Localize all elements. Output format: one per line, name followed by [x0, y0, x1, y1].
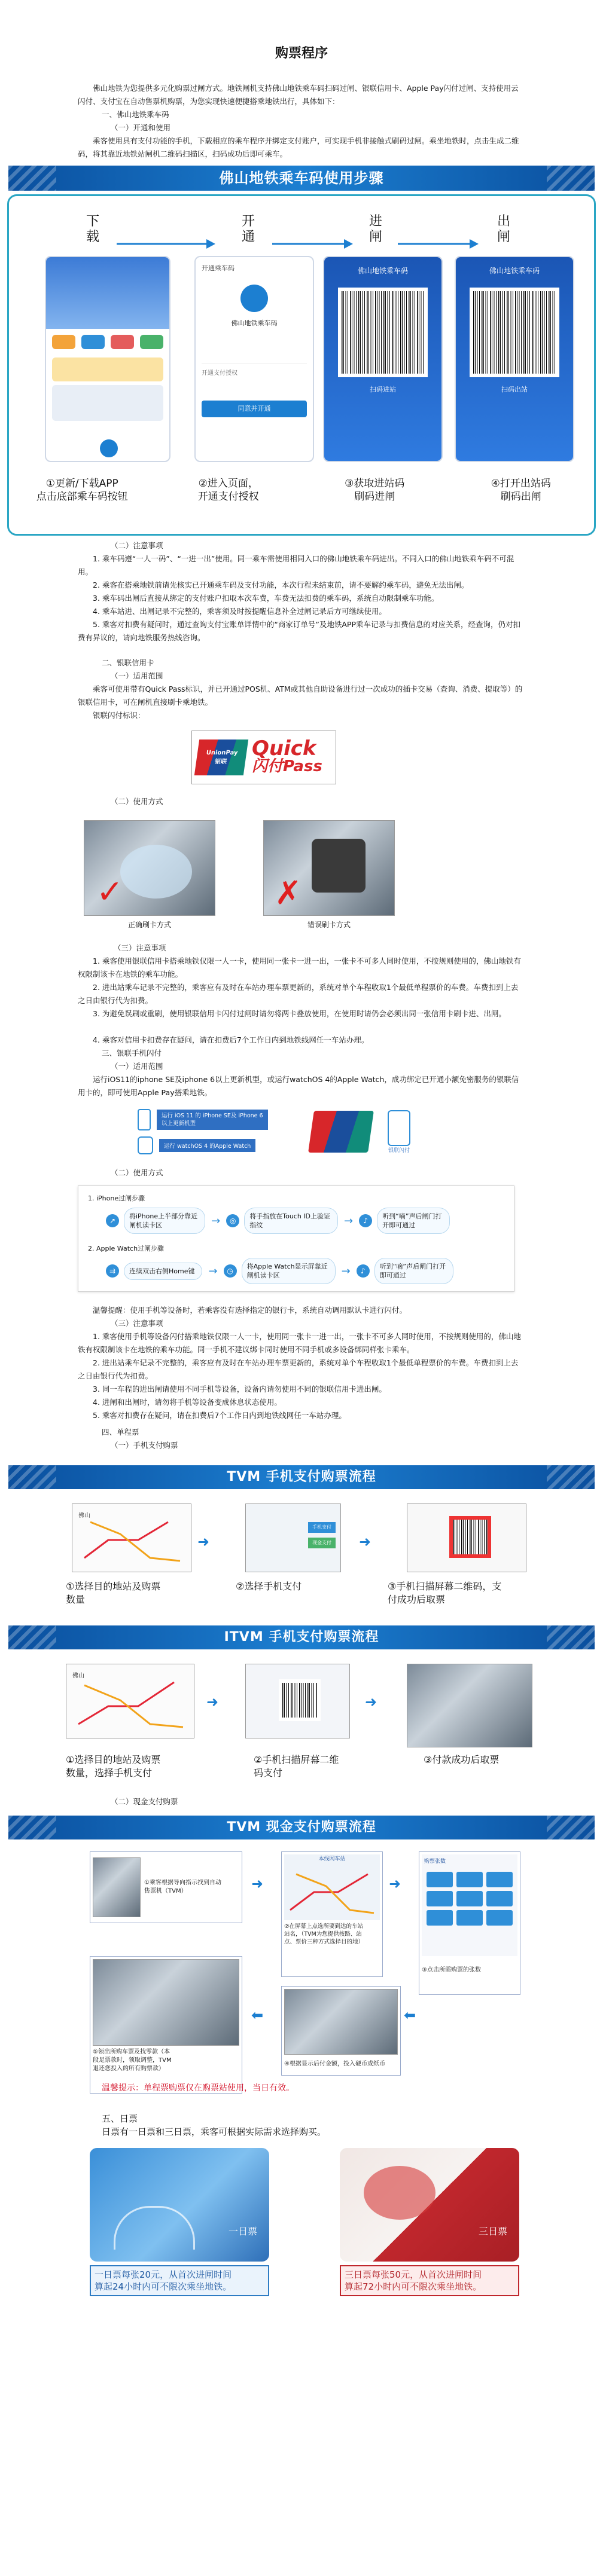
- tap-icon: ↗: [106, 1214, 119, 1227]
- wrong-tap-photo: [263, 820, 395, 916]
- fingerprint-icon: ◎: [226, 1214, 239, 1227]
- exit-code-sub: 扫码出站: [501, 386, 528, 393]
- watch-steps-row: [106, 1258, 504, 1284]
- arrow-3-head: [470, 239, 479, 249]
- iphone-models-line: 运行 iOS 11 的 iPhone SE及 iPhone 6: [162, 1113, 263, 1119]
- s2-note: 3. 为避免误刷或重刷，使用银联信用卡闪付过闸时请勿将两卡叠放使用，在使用时请仍会必须出同一张信用卡刷卡进、出闸。: [93, 1009, 506, 1018]
- app-news-card: [52, 385, 163, 421]
- cash-caption: ④根据显示后付金额，投入硬币或纸币: [284, 2061, 385, 2067]
- iphone-models-line: 以上更新机型: [162, 1120, 196, 1127]
- phone-app-home: [45, 256, 170, 462]
- s3-note: 1. 乘客使用手机等设备闪付搭乘地铁仅限一人一卡，使用同一张卡一进一出，一张卡不可多人同时使用，不按规则使用的，佛山地铁有权限制该卡在地铁的乘车功能。同一手机不建议绑卡同时使用不同手机或多设备绑同样张卡乘车。: [78, 1332, 521, 1354]
- itvm-screen-2: [245, 1664, 350, 1738]
- cash-photo-4: [284, 1989, 398, 2055]
- s2-note: 2. 进出站乘车记录不完整的，乘客应有及时在车站办理车票更新的，系统对单个车程收取1个最低单程票价的车费。车费扣到上去之日由银行代为扣费。: [78, 983, 519, 1005]
- heading-s2-1: （一）适用范围: [111, 671, 163, 680]
- iphone-steps-title: 1. iPhone过闸步骤: [88, 1194, 145, 1202]
- s1-note: 3. 乘车码出闸后直接从绑定的支付账户扣取本次车费，车费无法扣费的乘车码，系统自动限制乘车功能。: [93, 594, 439, 603]
- entry-qr-code[interactable]: [338, 288, 428, 377]
- map-line: [90, 1522, 180, 1561]
- heading-s1-1: （一）开通和使用: [111, 123, 171, 132]
- qty-button[interactable]: [427, 1891, 453, 1906]
- banner-tvm-text: TVM 手机支付购票流程: [227, 1469, 376, 1484]
- s1-note: 1. 乘车码遵“一人一码”、“一进一出”使用。同一乘车需使用相同入口的佛山地铁乘车码进出。不同入口的佛山地铁乘车码不可混用。: [78, 554, 514, 576]
- day-card-3-caption: 三日票每张50元，从首次进闸时间 算起72小时内可不限次乘坐地铁。: [340, 2265, 519, 2296]
- day-card-1-label: 一日票: [228, 2226, 257, 2237]
- flow-arrow: ➜: [359, 1533, 371, 1550]
- cash-map-lines: [284, 1862, 380, 1919]
- heading-s4: 四、单程票: [102, 1428, 139, 1437]
- arrow-2-head: [344, 239, 353, 249]
- itvm-station-label: 佛山: [72, 1673, 84, 1679]
- cash-photo-1: [93, 1857, 141, 1917]
- cash-step-2: [281, 1851, 383, 1977]
- quick-text: Quick: [252, 737, 316, 760]
- itvm-qr-code[interactable]: [279, 1679, 321, 1721]
- cash-caption: ③点击所需购票的张数: [422, 1967, 481, 1973]
- itvm-caption: ③付款成功后取票: [424, 1754, 500, 1765]
- applepay-logo-text: 银联闪付: [388, 1147, 410, 1154]
- section-s4-cash: [78, 1795, 525, 1808]
- s2-note: 4. 乘客对信用卡扣费存在疑问，请在扣费后7个工作日内到地铁线网任一车站办理。: [93, 1035, 369, 1044]
- banner-tvm: [8, 1465, 595, 1489]
- cash-step-1: [90, 1851, 242, 1923]
- flow-arrow: ➜: [389, 1875, 401, 1892]
- step-caption: ③获取进站码 刷码进闸: [345, 478, 405, 503]
- cross-icon: ✗: [275, 874, 302, 912]
- heading-s3-1: （一）适用范围: [111, 1062, 163, 1071]
- applepay-graphic: [138, 1109, 603, 1154]
- card-tap-photos: [84, 820, 603, 930]
- phone-pay-icon: [388, 1110, 410, 1154]
- cash-flow: [0, 1845, 603, 2103]
- qty-button[interactable]: [486, 1910, 513, 1926]
- tvm-screen-3: [407, 1504, 526, 1572]
- auth-app-name: 佛山地铁乘车码: [231, 319, 278, 327]
- applepay-devices-box: [138, 1109, 293, 1154]
- entry-code-sub: 扫码进站: [370, 386, 396, 393]
- itvm-map-lines: [66, 1664, 195, 1739]
- day-card-3-label: 三日票: [478, 2226, 507, 2237]
- section-intro: [78, 82, 525, 161]
- app-icon[interactable]: [140, 335, 163, 349]
- day-card-3: [340, 2148, 519, 2296]
- cash-step-3: [419, 1851, 520, 1995]
- iphone-steps-row: [106, 1208, 504, 1234]
- pass-text: 闪付Pass: [252, 757, 322, 775]
- cash-qty-title: 购票张数: [424, 1859, 446, 1865]
- flow-arrow: ➜: [365, 1694, 377, 1710]
- entry-code-title: 佛山地铁乘车码: [357, 267, 408, 275]
- section-s2-usage: [78, 795, 525, 808]
- metro-logo-icon: [240, 285, 268, 312]
- qty-button[interactable]: [456, 1872, 483, 1887]
- watch-step: 听到“嘀”声后闸门打开 即可通过: [374, 1258, 453, 1284]
- s1-text: 乘客使用具有支付功能的手机，下载相应的乘车程序并绑定支付账户，可实现手机非接触式刷码过闸。乘坐地铁时，点击生成二维码，将其靠近地铁站闸机二维码扫描区，扫码成功后即可乘车。: [78, 136, 519, 158]
- qty-button[interactable]: [486, 1872, 513, 1887]
- iphone-step: 听到“嘀”声后闸门打 开即可通过: [377, 1208, 449, 1234]
- step-label-exit: 出闸: [497, 214, 510, 245]
- day-card-1: [90, 2148, 269, 2296]
- tvm-screen-1: [72, 1504, 191, 1572]
- intro-text: 佛山地铁为您提供多元化购票过闸方式。地铁闸机支持佛山地铁乘车码扫码过闸、银联信用卡、Apple Pay闪付过闸、支持使用云闪付、支付宝在自动售票机购票，为您实现快速便捷搭乘地铁出行，具体如下：: [78, 84, 519, 106]
- section-s1-notes: [78, 539, 525, 722]
- exit-qr-code[interactable]: [470, 288, 559, 377]
- step-label-enter: 进闸: [368, 214, 382, 245]
- step-captions: [9, 477, 594, 503]
- tvm-cash-button[interactable]: 现金支付: [308, 1538, 336, 1548]
- heading-s4-1: （一）手机支付购票: [111, 1441, 178, 1450]
- heading-s1: 一、佛山地铁乘车码: [102, 110, 169, 119]
- auth-header: 开通乘车码: [202, 264, 234, 272]
- correct-tap-caption: 正确刷卡方式: [127, 921, 171, 929]
- cash-screen-title: 本线网车站: [318, 1856, 346, 1862]
- qty-button[interactable]: [456, 1910, 483, 1926]
- s3-text: 运行iOS11的iphone SE及iphone 6以上更新机型，或运行watchOS 4的Apple Watch，成功绑定已开通小额免密服务的银联信用卡的，即可使用Apple Pay搭乘地铁。: [78, 1075, 519, 1097]
- tvm-station-label: 佛山: [78, 1512, 90, 1519]
- tvm-flow: [0, 1498, 603, 1623]
- s2-note: 1. 乘客使用银联信用卡搭乘地铁仅限一人一卡，使用同一张卡一进一出，一张卡不可多人同时使用，不按规则使用的，佛山地铁有权限制该卡在地铁的乘车功能。: [78, 957, 521, 979]
- step-caption: ④打开出站码 刷码出闸: [491, 478, 551, 503]
- heading-s3: 三、银联手机闪付: [102, 1049, 162, 1058]
- day-card-3-image: [340, 2148, 519, 2262]
- watch-icon: [138, 1136, 153, 1154]
- flow-arrow: ➜: [251, 1875, 264, 1892]
- watch-step: 将Apple Watch显示屏靠近 闸机读卡区: [242, 1258, 336, 1284]
- s3-tip: 温馨提醒：使用手机等设备时，若乘客没有选择指定的银行卡，系统自动调用默认卡进行闪付。: [93, 1306, 407, 1315]
- watch-steps-title: 2. Apple Watch过闸步骤: [88, 1245, 165, 1252]
- iphone-step: 将手指放在Touch ID上验证 指纹: [244, 1208, 338, 1234]
- double-click-icon: ⇉: [106, 1264, 119, 1278]
- unionpay-cn-text: 银联: [214, 759, 227, 765]
- sound-icon: ♪: [359, 1214, 372, 1227]
- cash-photo-5: [93, 1959, 239, 2046]
- cash-step-4: [281, 1986, 401, 2076]
- ride-code-tab-button[interactable]: [100, 439, 118, 457]
- day-card-1-caption: 一日票每张20元，从首次进闸时间 算起24小时内可不限次乘坐地铁。: [90, 2265, 269, 2296]
- s5-text: 日票有一日票和三日票，乘客可根据实际需求选择购买。: [102, 2126, 327, 2137]
- cash-step-5: [90, 1956, 242, 2094]
- banner-cash: [8, 1816, 595, 1839]
- phone-entry-qr: [323, 256, 443, 462]
- tvm-qr-code[interactable]: [449, 1516, 491, 1558]
- correct-tap-photo-block: [84, 820, 215, 930]
- wrong-tap-photo-block: [263, 820, 395, 930]
- cash-caption: ②在屏幕上点选所要到达的车站 站名，（TVM为您提供按路、站 点、票价三种方式选择目的地）: [284, 1923, 364, 1945]
- next-arrow-icon: →: [344, 1214, 354, 1227]
- qty-button[interactable]: [486, 1891, 513, 1906]
- cash-caption: ①乘客根据导向指示找到自动 售票机（TVM）: [144, 1880, 221, 1894]
- reader-area: [120, 845, 192, 899]
- watch-face-icon: ◷: [224, 1264, 237, 1278]
- app-icon[interactable]: [52, 335, 75, 349]
- unionpay-card-logo: [308, 1111, 374, 1153]
- auth-option: 开通支付授权: [202, 363, 307, 377]
- cash-caption: ⑤领出所购车票及找零款（本 段足票款时，领取调整，TVM 退还您投入的所有购票款）: [93, 2049, 172, 2072]
- iphone-models-box: [157, 1110, 268, 1130]
- heading-s2-3: （三）注意事项: [114, 943, 166, 952]
- app-promo-card[interactable]: [52, 357, 163, 381]
- tvm-caption: ③手机扫描屏幕二维码，支 付成功后取票: [388, 1581, 502, 1605]
- s1-note: 4. 乘车站进、出闸记录不完整的，乘客须及时按提醒信息补全过闸记录后方可继续使用。: [93, 607, 386, 616]
- s3-note: 3. 同一车程的进出闸请使用不同手机等设备，设备内请勿使用不同的银联信用卡进出闸。: [93, 1385, 386, 1394]
- heading-s5: 五、日票: [102, 2113, 138, 2124]
- itvm-caption: ②手机扫描屏幕二维 码支付: [254, 1754, 339, 1779]
- metro-code-steps-panel: [7, 194, 596, 536]
- phone-authorize: [194, 256, 314, 462]
- section-s5: [78, 2112, 525, 2138]
- step-label-download: 下载: [86, 214, 99, 245]
- next-arrow-icon: →: [208, 1264, 218, 1278]
- itvm-screen-1: [66, 1664, 194, 1738]
- pagoda-graphic: [114, 2206, 195, 2250]
- s1-note: 5. 乘客对扣费有疑问时，通过查询支付宝账单详情中的“商家订单号”及地铁APP乘车记录与扣费信息的对应关系，经查询，仍对扣费有异议的，请向地铁服务热线咨询。: [78, 620, 520, 642]
- qty-button[interactable]: [456, 1891, 483, 1906]
- heading-s2: 二、银联信用卡: [102, 658, 154, 667]
- gate-slot: [312, 839, 366, 893]
- watch-step: 连续双击右侧Home键: [124, 1263, 202, 1280]
- flow-arrow: ➜: [206, 1694, 219, 1710]
- tvm-screen-2: [245, 1504, 341, 1572]
- phone-exit-qr: [455, 256, 574, 462]
- unionpay-text: UnionPay: [205, 750, 239, 756]
- heading-s4-2: （二）现金支付购票: [111, 1797, 178, 1806]
- flow-arrow: ➜: [197, 1533, 210, 1550]
- check-icon: ✓: [96, 873, 124, 910]
- section-s3-notes: [78, 1304, 525, 1452]
- sound-icon: ♪: [357, 1264, 370, 1278]
- auth-confirm-button[interactable]: 同意并开通: [202, 401, 307, 417]
- s3-note: 5. 乘客对扣费存在疑问，请在扣费后7个工作日内到地铁线网任一车站办理。: [93, 1411, 346, 1420]
- banner-itvm: [8, 1625, 595, 1649]
- lion-dance-graphic: [364, 2166, 436, 2220]
- tvm-mobile-pay-button[interactable]: 手机支付: [308, 1522, 336, 1533]
- section-s3-usage: [78, 1166, 525, 1179]
- qty-button[interactable]: [427, 1910, 453, 1926]
- map-line: [296, 1874, 374, 1913]
- step-caption: ②进入页面， 开通支付授权: [197, 478, 259, 503]
- flow-arrow-left: ⬅: [251, 2007, 264, 2024]
- applepay-steps-box: [78, 1185, 514, 1292]
- s3-note: 2. 进出站乘车记录不完整的，乘客应有及时在车站办理车票更新的，系统对单个车程收取1个最低单程票价的车费。车费扣到上去之日由银行代为扣费。: [78, 1358, 519, 1380]
- tvm-caption: ②选择手机支付: [236, 1581, 302, 1592]
- itvm-flow: [0, 1658, 603, 1795]
- exit-code-title: 佛山地铁乘车码: [489, 267, 540, 275]
- qty-button[interactable]: [427, 1872, 453, 1887]
- section-s2-notes: [78, 942, 525, 1099]
- metro-map-lines: [72, 1504, 192, 1573]
- day-card-1-image: [90, 2148, 269, 2262]
- banner-itvm-text: ITVM 手机支付购票流程: [224, 1630, 379, 1645]
- page-title: 购票程序: [275, 46, 328, 61]
- correct-tap-photo: [84, 820, 215, 916]
- map-line: [290, 1874, 368, 1910]
- day-cards: [90, 2148, 519, 2296]
- step-label-open: 开通: [241, 214, 255, 245]
- map-line: [84, 1522, 168, 1558]
- s2-label: 银联闪付标识：: [93, 711, 145, 720]
- cash-qty-screen: [422, 1854, 517, 1956]
- banner-cash-text: TVM 现金支付购票流程: [227, 1820, 376, 1835]
- banner-metro-code-text: 佛山地铁乘车码使用步骤: [219, 170, 384, 187]
- flow-arrow-left: ⬅: [404, 2007, 416, 2024]
- s3-note: 4. 进闸和出闸时，请勿将手机等设备变成休息状态使用。: [93, 1398, 282, 1407]
- iphone-icon: [138, 1109, 151, 1130]
- app-icon[interactable]: [81, 335, 105, 349]
- next-arrow-icon: →: [341, 1264, 351, 1278]
- unionpay-logo: [194, 740, 248, 775]
- iphone-step: 将iPhone上半部分靠近 闸机读卡区: [124, 1208, 205, 1234]
- banner-metro-code: [8, 166, 595, 191]
- wrong-tap-caption: 错误刷卡方式: [307, 921, 351, 929]
- app-icon[interactable]: [111, 335, 134, 349]
- itvm-ticket-photo: [407, 1664, 532, 1747]
- heading-s3-3: （三）注意事项: [111, 1319, 163, 1328]
- heading-s3-2: （二）使用方式: [111, 1168, 163, 1177]
- app-banner-photo: [46, 257, 169, 329]
- heading-s1-2: （二）注意事项: [111, 541, 163, 550]
- quickpass-logo: [191, 731, 336, 784]
- cash-tip: 温馨提示：单程票购票仅在购票站使用，当日有效。: [102, 2083, 294, 2093]
- s2-text: 乘客可使用带有Quick Pass标识，并已开通过POS机、ATM或其他自助设备进行过一次成功的插卡交易（查询、消费、提取等）的银联信用卡，可在闸机直接刷卡乘地铁。: [78, 685, 523, 707]
- arrow-1-head: [206, 239, 215, 249]
- next-arrow-icon: →: [211, 1214, 221, 1227]
- heading-s2-2: （二）使用方式: [111, 797, 163, 806]
- watch-models-box: 运行 watchOS 4 的Apple Watch: [159, 1139, 255, 1152]
- s1-note: 2. 乘客在搭乘地铁前请先核实已开通乘车码及支付功能，本次行程未结束前，请不要解约乘车码，避免无法出闸。: [93, 580, 469, 589]
- step-caption: ①更新/下载APP 点击底部乘车码按钮: [36, 478, 128, 503]
- tvm-caption: ①选择目的地站及购票 数量: [66, 1581, 161, 1605]
- cash-map-screen: [284, 1854, 380, 1920]
- itvm-caption: ①选择目的地站及购票 数量，选择手机支付: [66, 1754, 161, 1779]
